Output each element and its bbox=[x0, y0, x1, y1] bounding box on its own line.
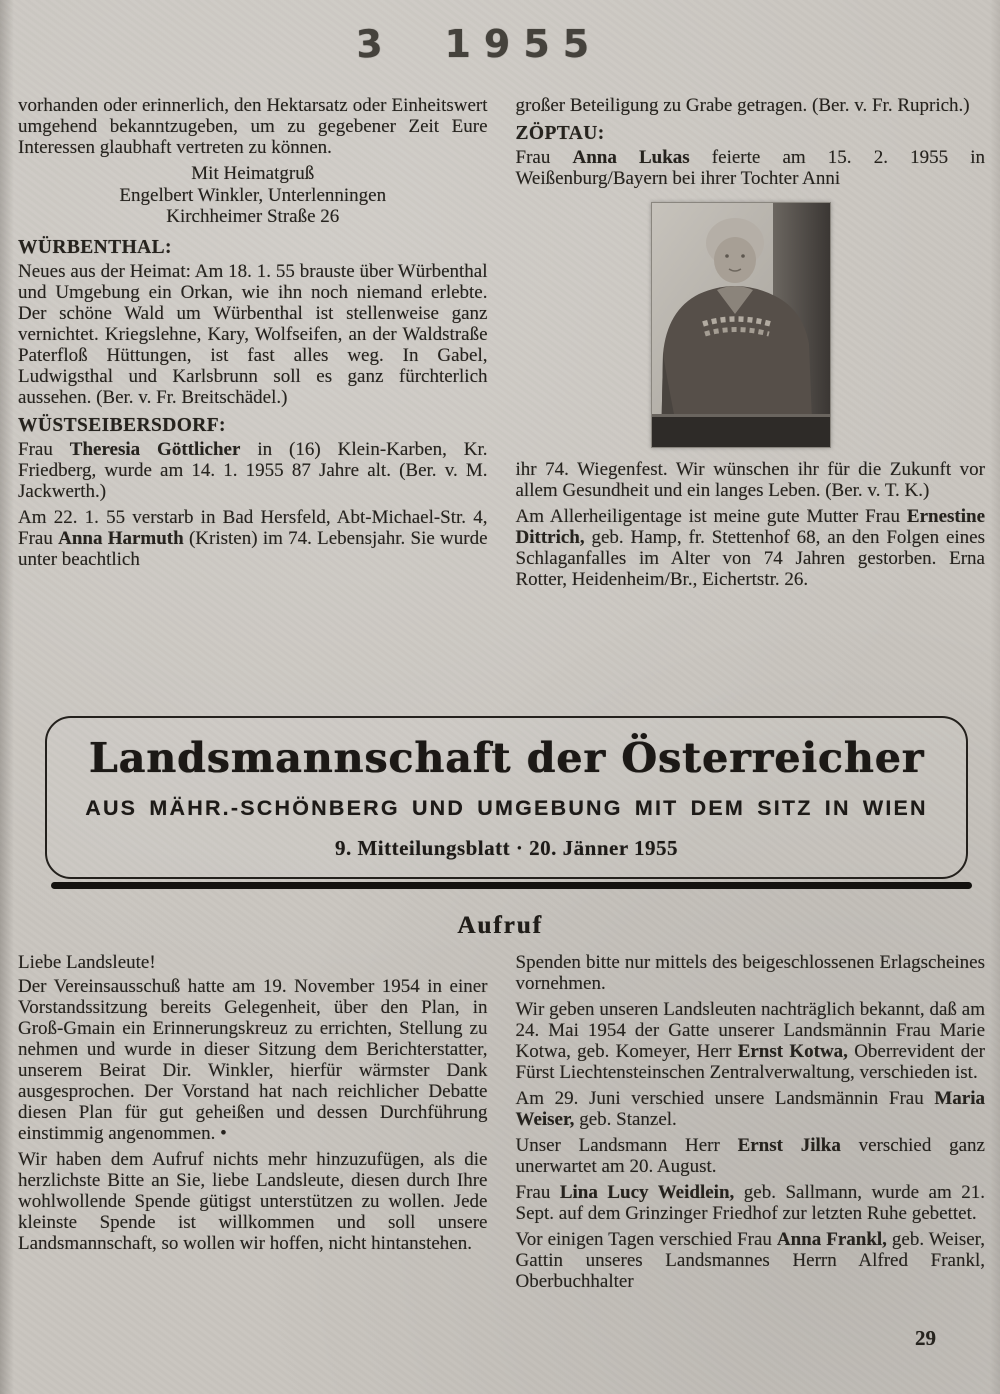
frankl-paragraph: Vor einigen Tagen verschied Frau Anna Frankl, geb. Weiser, Gattin unseres Landsmannes Herrn Alfred Frankl, Oberbuchhalter bbox=[515, 1229, 985, 1292]
spenden-paragraph: Spenden bitte nur mittels des beigeschlossenen Erlagscheines vornehmen. bbox=[515, 952, 985, 994]
top-section bbox=[0, 95, 1000, 689]
masthead-banner bbox=[45, 716, 968, 889]
continued-paragraph: großer Beteiligung zu Grabe getragen. (Ber. v. Fr. Ruprich.) bbox=[515, 95, 970, 116]
aufruf-left-column bbox=[18, 952, 488, 1297]
signoff-block bbox=[18, 163, 488, 228]
aufruf-heading: Aufruf bbox=[457, 912, 543, 939]
photo-face bbox=[714, 237, 756, 283]
dittrich-paragraph: Am Allerheiligentage ist meine gute Mutter Frau Ernestine Dittrich, geb. Hamp, fr. Stettenhof 68, an den Folgen eines Schlaganfalles im Alter von 74 Jahren gestorben. Erna Rotter, Heidenheim/Br., Eichertstr. 26. bbox=[515, 506, 985, 590]
section-heading-wurbenthal: WÜRBENTHAL: bbox=[18, 236, 172, 258]
masthead-issue-line: 9. Mitteilungsblatt · 20. Jänner 1955 bbox=[334, 836, 679, 860]
jilka-paragraph: Unser Landsmann Herr Ernst Jilka verschied ganz unerwartet am 20. August. bbox=[515, 1135, 985, 1177]
signoff-line: Mit Heimatgruß bbox=[191, 163, 315, 184]
signoff-line: Engelbert Winkler, Unterlenningen bbox=[119, 184, 387, 206]
portrait-photo-drawing bbox=[651, 202, 831, 448]
wustseibersdorf-paragraph-1: Frau Theresia Göttlicher in (16) Klein-Karben, Kr. Friedberg, wurde am 14. 1. 1955 87 Jahre alt. (Ber. v. M. Jackwerth.) bbox=[18, 438, 488, 502]
aufruf-paragraph-1: Der Vereinsausschuß hatte am 19. November 1954 in einer Vorstandssitzung bereits Gelegenheit, über den Plan, in Groß-Gmain ein Erinnerungskreuz zu errichten, Stellung zu nehmen und wurde in dieser Sitzung dem Berichterstatter, unserem Beirat Dir. Winkler, hierfür wärmster Dank ausgesprochen. Der Vorstand hat nach reichlicher Debatte diesen Plan für gut geheißen und dessen Durchführung einstimmig angenommen. • bbox=[18, 976, 488, 1144]
signoff-line: Kirchheimer Straße 26 bbox=[166, 206, 340, 227]
section-heading-zoptau: ZÖPTAU: bbox=[515, 123, 605, 144]
issue-stamp bbox=[356, 22, 602, 66]
right-column bbox=[516, 95, 986, 689]
salutation: Liebe Landsleute! bbox=[18, 952, 156, 973]
stamp-year: 1955 bbox=[444, 22, 603, 66]
kotwa-paragraph: Wir geben unseren Landsleuten nachträglich bekannt, daß am 24. Mai 1954 der Gatte unserer Landsmännin Frau Marie Kotwa, geb. Komeyer, Herr Ernst Kotwa, Oberrevident der Fürst Liechtensteinschen Zentralverwaltung, verschieden ist. bbox=[515, 999, 985, 1083]
zoptau-paragraph: Frau Anna Lukas feierte am 15. 2. 1955 in Weißenburg/Bayern bei ihrer Tochter Anni bbox=[515, 147, 985, 189]
photo-foreground bbox=[651, 416, 831, 448]
stamp-issue-number: 3 bbox=[354, 21, 384, 67]
masthead-thick-rule bbox=[51, 882, 972, 889]
section-heading-wustseibersdorf: WÜSTSEIBERSDORF: bbox=[18, 414, 226, 436]
wustseibersdorf-paragraph-2: Am 22. 1. 55 verstarb in Bad Hersfeld, Abt-Michael-Str. 4, Frau Anna Harmuth (Kristen) im 74. Lebensjahr. Sie wurde unter beachtlich bbox=[18, 506, 488, 570]
aufruf-right-column bbox=[516, 952, 986, 1297]
after-photo-paragraph: ihr 74. Wiegenfest. Wir wünschen ihr für die Zukunft vor allem Gesundheit und ein langes Leben. (Ber. v. T. K.) bbox=[515, 459, 985, 501]
left-column bbox=[18, 95, 488, 689]
continued-paragraph: vorhanden oder erinnerlich, den Hektarsatz oder Einheitswert umgehend bekanntzugeben, um zu gegebener Zeit Eure Interessen glaubhaft vertreten zu können. bbox=[18, 95, 488, 158]
wurbenthal-paragraph: Neues aus der Heimat: Am 18. 1. 55 brauste über Würbenthal und Umgebung ein Orkan, wie ihn noch niemand erlebte. Der schöne Wald um Würbenthal ist stellenweise ganz vernichtet. Kriegslehne, Kary, Wolfseifen, an der Waldstraße Paterfloß Hüttungen, ist fast alles weg. In Gabel, Ludwigsthal und Karlsbrunn soll es ganz fürchterlich aussehen. (Ber. v. Fr. Breitschädel.) bbox=[18, 260, 488, 408]
aufruf-section bbox=[0, 952, 1000, 1297]
page-number: 29 bbox=[915, 1326, 936, 1350]
masthead-subtitle: AUS MÄHR.-SCHÖNBERG UND UMGEBUNG MIT DEM SITZ IN WIEN bbox=[85, 796, 928, 820]
masthead-border-box bbox=[45, 716, 968, 879]
masthead-title: Landsmannschaft der Österreicher bbox=[88, 734, 925, 782]
portrait-photo bbox=[651, 202, 831, 448]
aufruf-paragraph-2: Wir haben dem Aufruf nichts mehr hinzuzufügen, als die herzlichste Bitte an Sie, liebe Landsleute, diesen durch Ihre wohlwollende Spende gütigst unterstützen zu wollen. Jede kleinste Spende ist willkommen und soll unsere Landsmannschaft, so wollen wir hoffen, nicht hintanstehen. bbox=[18, 1149, 488, 1254]
weiser-paragraph: Am 29. Juni verschied unsere Landsmännin Frau Maria Weiser, geb. Stanzel. bbox=[515, 1088, 985, 1130]
weidlein-paragraph: Frau Lina Lucy Weidlein, geb. Sallmann, wurde am 21. Sept. auf dem Grinzinger Friedhof zur letzten Ruhe gebettet. bbox=[515, 1182, 985, 1224]
